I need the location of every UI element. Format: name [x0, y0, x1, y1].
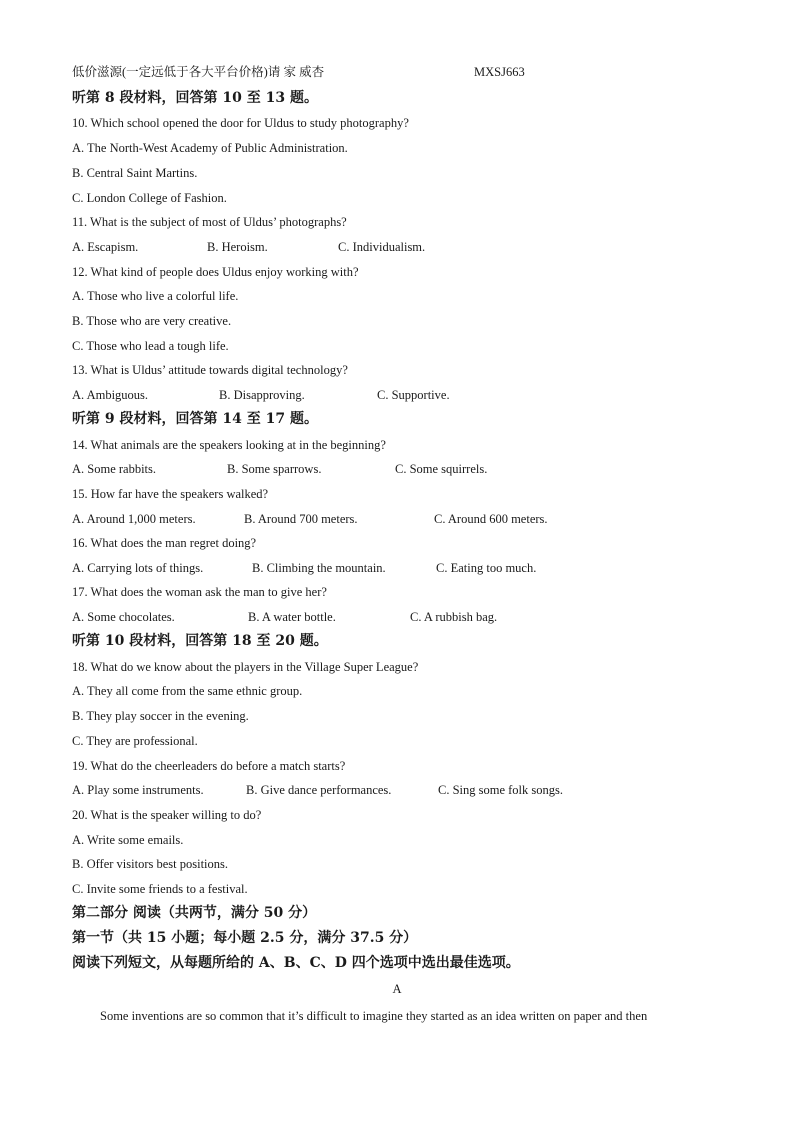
question-12: 12. What kind of people does Uldus enjoy working with?	[72, 265, 359, 279]
q16-option-b: B. Climbing the mountain.	[252, 561, 386, 575]
q16-option-a: A. Carrying lots of things.	[72, 561, 204, 575]
q10-option-a: A. The North-West Academy of Public Administration.	[72, 141, 348, 155]
q19-option-b: B. Give dance performances.	[246, 783, 392, 797]
question-10: 10. Which school opened the door for Uldus to study photography?	[72, 116, 409, 130]
passage-first-line: Some inventions are so common that it’s difficult to imagine they started as an idea written on paper and then	[100, 1009, 648, 1023]
question-13: 13. What is Uldus’ attitude towards digital technology?	[72, 363, 348, 377]
q17-option-a: A. Some chocolates.	[72, 610, 175, 624]
question-18: 18. What do we know about the players in the Village Super League?	[72, 660, 419, 674]
question-16: 16. What does the man regret doing?	[72, 536, 257, 550]
q11-option-a: A. Escapism.	[72, 240, 139, 254]
q20-option-c: C. Invite some friends to a festival.	[72, 882, 248, 896]
passage-label: A	[392, 982, 402, 996]
question-20: 20. What is the speaker willing to do?	[72, 808, 262, 822]
section8-heading: 听第 8 段材料，回答第 10 至 13 题。	[72, 90, 318, 106]
q18-option-c: C. They are professional.	[72, 734, 198, 748]
question-11: 11. What is the subject of most of Uldus’ photographs?	[72, 215, 347, 229]
q13-option-c: C. Supportive.	[377, 388, 450, 402]
q12-option-c: C. Those who lead a tough life.	[72, 339, 229, 353]
part2-instruction: 阅读下列短文，从每题所给的 A、B、C、D 四个选项中选出最佳选项。	[72, 955, 520, 971]
q12-option-a: A. Those who live a colorful life.	[72, 289, 239, 303]
q19-option-c: C. Sing some folk songs.	[438, 783, 564, 797]
q18-option-b: B. They play soccer in the evening.	[72, 709, 249, 723]
q14-option-a: A. Some rabbits.	[72, 462, 157, 476]
section9-heading: 听第 9 段材料，回答第 14 至 17 题。	[72, 411, 318, 427]
q11-option-b: B. Heroism.	[207, 240, 268, 254]
section10-heading: 听第 10 段材料，回答第 18 至 20 题。	[72, 633, 328, 649]
q15-option-b: B. Around 700 meters.	[244, 512, 358, 526]
q15-option-a: A. Around 1,000 meters.	[72, 512, 196, 526]
q12-option-b: B. Those who are very creative.	[72, 314, 232, 328]
part2-subsection: 第一节（共 15 小题；每小题 2.5 分，满分 37.5 分）	[72, 930, 418, 946]
question-15: 15. How far have the speakers walked?	[72, 487, 269, 501]
q10-option-c: C. London College of Fashion.	[72, 191, 227, 205]
q10-option-b: B. Central Saint Martins.	[72, 166, 198, 180]
q14-option-c: C. Some squirrels.	[395, 462, 488, 476]
question-17: 17. What does the woman ask the man to give her?	[72, 585, 327, 599]
q17-option-b: B. A water bottle.	[248, 610, 336, 624]
header-code: MXSJ663	[474, 65, 525, 79]
part2-title: 第二部分 阅读（共两节，满分 50 分）	[72, 905, 317, 921]
q17-option-c: C. A rubbish bag.	[410, 610, 498, 624]
q13-option-b: B. Disapproving.	[219, 388, 305, 402]
q18-option-a: A. They all come from the same ethnic group.	[72, 684, 303, 698]
q13-option-a: A. Ambiguous.	[72, 388, 149, 402]
q14-option-b: B. Some sparrows.	[227, 462, 322, 476]
q16-option-c: C. Eating too much.	[436, 561, 537, 575]
header-ad-text: 低价滋源(一定远低于各大平台价格)请 家 威杏	[72, 65, 325, 79]
header-line	[72, 64, 525, 80]
question-14: 14. What animals are the speakers looking at in the beginning?	[72, 438, 386, 452]
q15-option-c: C. Around 600 meters.	[434, 512, 548, 526]
q20-option-b: B. Offer visitors best positions.	[72, 857, 229, 871]
q20-option-a: A. Write some emails.	[72, 833, 184, 847]
q11-option-c: C. Individualism.	[338, 240, 426, 254]
question-19: 19. What do the cheerleaders do before a match starts?	[72, 759, 346, 773]
q19-option-a: A. Play some instruments.	[72, 783, 204, 797]
